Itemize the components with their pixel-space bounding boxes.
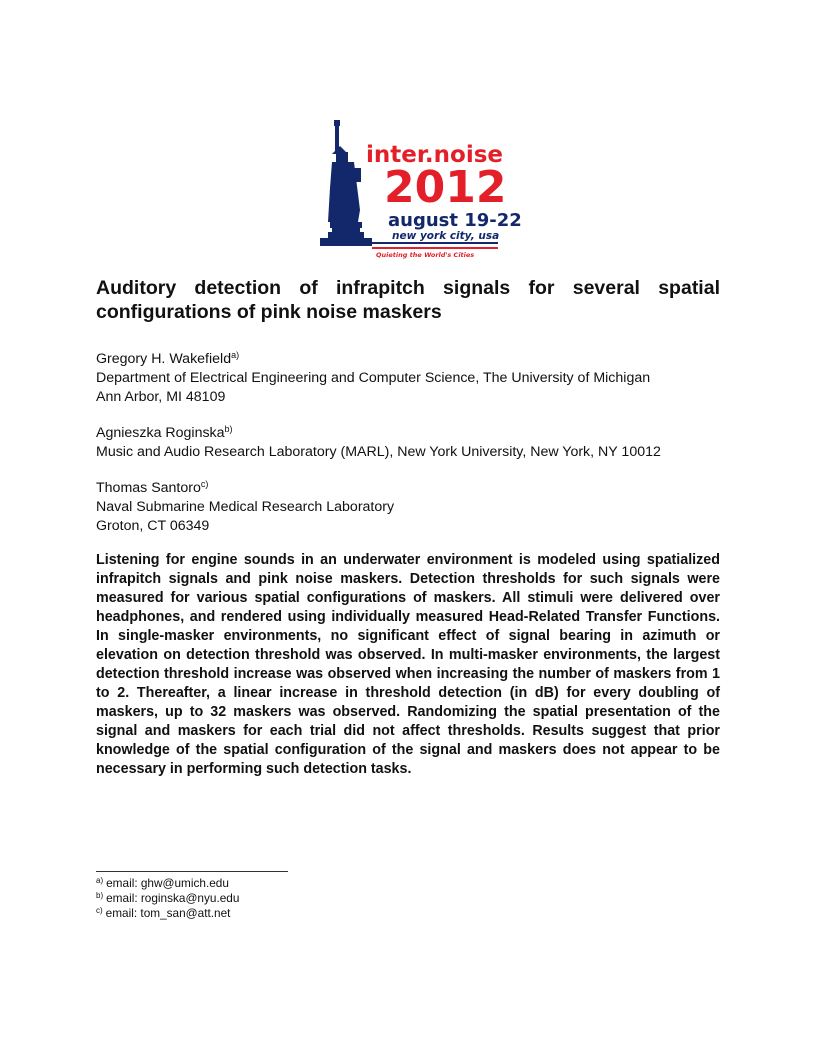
author-mark: a): [231, 350, 240, 360]
author-name-text: Agnieszka Roginska: [96, 425, 225, 441]
logo-year: 2012: [384, 162, 507, 213]
abstract: Listening for engine sounds in an underwater environment is modeled using spatialized infrapitch signals and pink noise maskers. Detection thresholds for such signals were measured for various spatial configurations of maskers. All stimuli were delivered over headphones, and rendered using individually measured Head-Related Transfer Functions. In single-masker environments, no significant effect of signal bearing in azimuth or elevation on detection threshold was observed. In multi-masker environments, the largest detection threshold increase was observed when increasing the number of maskers from 1 to 2. Thereafter, a linear increase in threshold detection (in dB) for every doubling of maskers, up to 32 maskers was observed. Randomizing the spatial presentation of the signal and maskers for each trial did not affect thresholds. Results suggest that prior knowledge of the spatial configuration of the signal and maskers does not appear to be necessary in performing such detection tasks.: [96, 552, 720, 777]
author-name-text: Thomas Santoro: [96, 480, 201, 496]
footnote-mark: a): [96, 876, 104, 885]
author-affiliation: Naval Submarine Medical Research Laboratory: [96, 499, 395, 515]
footnote: [96, 891, 239, 906]
logo-tagline: Quieting the World's Cities: [376, 251, 475, 259]
paper-title: Auditory detection of infrapitch signals for several spatial configurations of pink noise maskers: [96, 277, 720, 323]
author-name: [96, 424, 661, 443]
author-affiliation: Department of Electrical Engineering and Computer Science, The University of Michigan: [96, 370, 651, 386]
logo-dates: august 19-22: [388, 210, 522, 231]
author-name-text: Gregory H. Wakefield: [96, 351, 232, 367]
author-affiliation: Music and Audio Research Laboratory (MARL), New York University, New York, NY 10012: [96, 444, 661, 460]
statue-of-liberty-icon: [318, 118, 522, 260]
footnote-divider: [96, 871, 288, 872]
logo-location: new york city, usa: [392, 230, 500, 242]
footnote-mark: b): [96, 891, 104, 900]
footnote-mark: c): [96, 906, 103, 915]
author-address: Ann Arbor, MI 48109: [96, 389, 226, 405]
conference-logo: [318, 118, 522, 260]
author-address: Groton, CT 06349: [96, 518, 210, 534]
author-mark: b): [224, 424, 233, 434]
footnote-text: email: roginska@nyu.edu: [106, 891, 240, 905]
author-mark: c): [200, 479, 209, 489]
author-block-1: [96, 350, 650, 407]
footnote: [96, 876, 239, 891]
logo-name: inter.noise: [366, 142, 504, 168]
author-name: [96, 350, 650, 369]
author-block-2: [96, 424, 661, 462]
author-block-3: [96, 479, 394, 536]
footnote: [96, 906, 239, 921]
footnotes: [96, 876, 239, 921]
footnote-text: email: tom_san@att.net: [105, 906, 231, 920]
author-name: [96, 479, 394, 498]
footnote-text: email: ghw@umich.edu: [106, 876, 229, 890]
